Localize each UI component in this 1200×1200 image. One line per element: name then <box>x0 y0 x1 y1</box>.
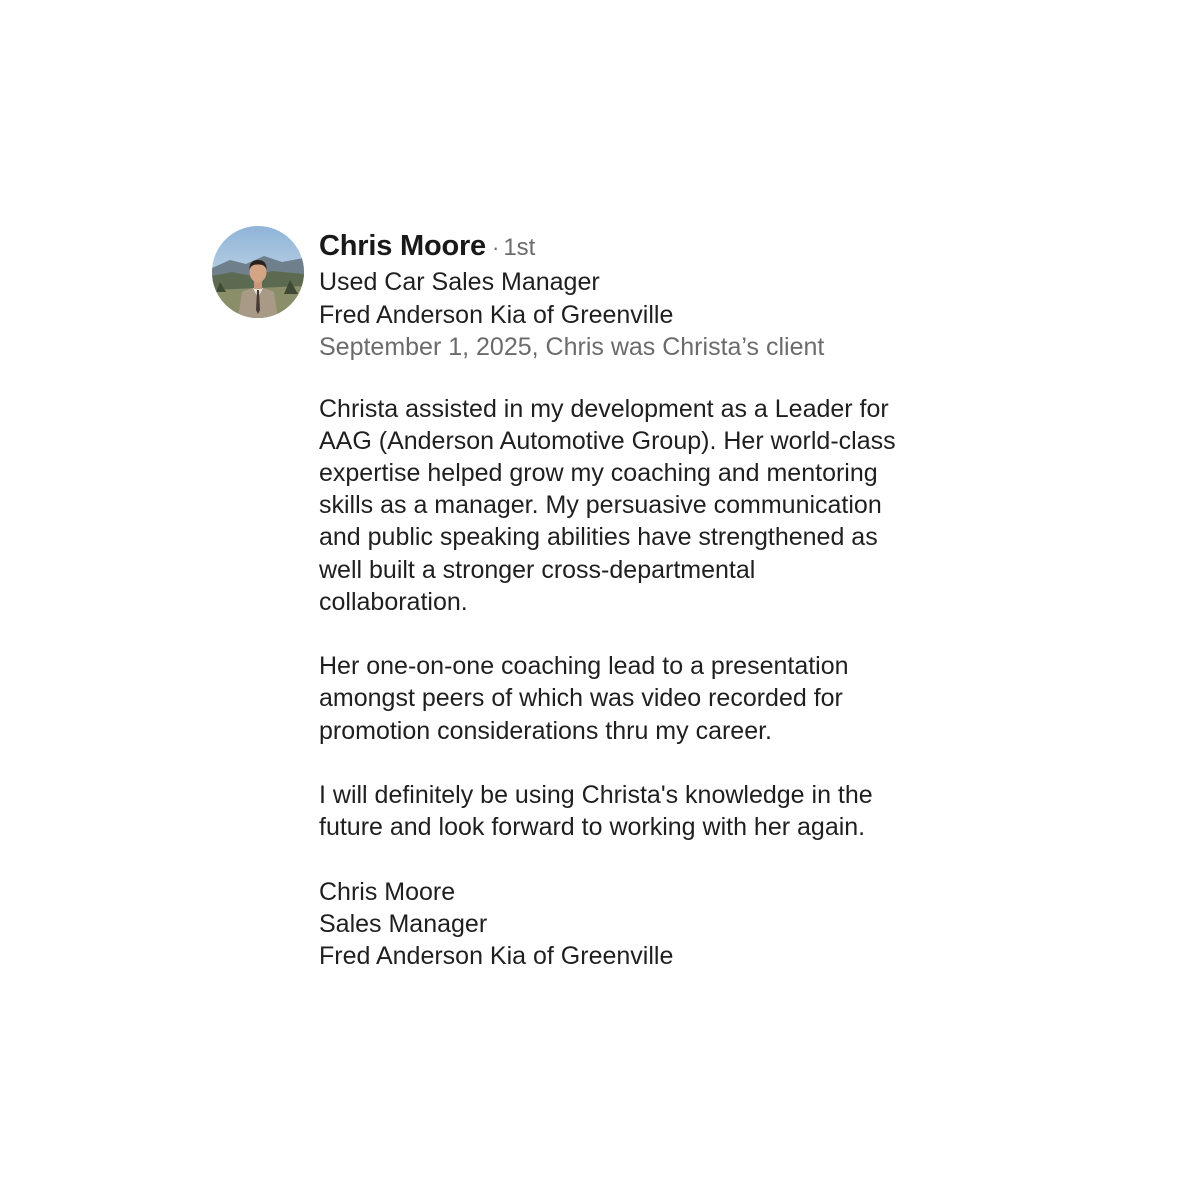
recommendation-text <box>319 393 1009 973</box>
signature-block: Chris Moore Sales Manager Fred Anderson Kia of Greenville <box>319 877 674 970</box>
separator-dot: · <box>492 235 500 260</box>
recommendation-paragraph: Her one-on-one coaching lead to a presentation amongst peers of which was video recorded for promotion considerations thru my career. <box>319 652 849 745</box>
recommendation-content <box>319 226 1009 972</box>
recommendation-paragraph: I will definitely be using Christa's knowledge in the future and look forward to working with her again. <box>319 780 873 842</box>
author-name[interactable]: Chris Moore <box>319 230 486 262</box>
author-name-row <box>319 226 1009 266</box>
recommendation-date: September 1, 2025, Chris was Christa’s client <box>319 333 825 361</box>
recommendation-paragraph: Christa assisted in my development as a Leader for AAG (Anderson Automotive Group). Her world-class expertise helped grow my coaching and mentoring skills as a manager. My persuasive communication and public speaking abilities have strengthened as well built a stronger cross-departmental collaboration. <box>319 394 896 616</box>
connection-degree: 1st <box>503 234 536 261</box>
author-company: Fred Anderson Kia of Greenville <box>319 300 674 329</box>
profile-photo <box>212 226 304 318</box>
author-headline: Used Car Sales Manager <box>319 268 600 296</box>
avatar[interactable] <box>212 226 304 318</box>
